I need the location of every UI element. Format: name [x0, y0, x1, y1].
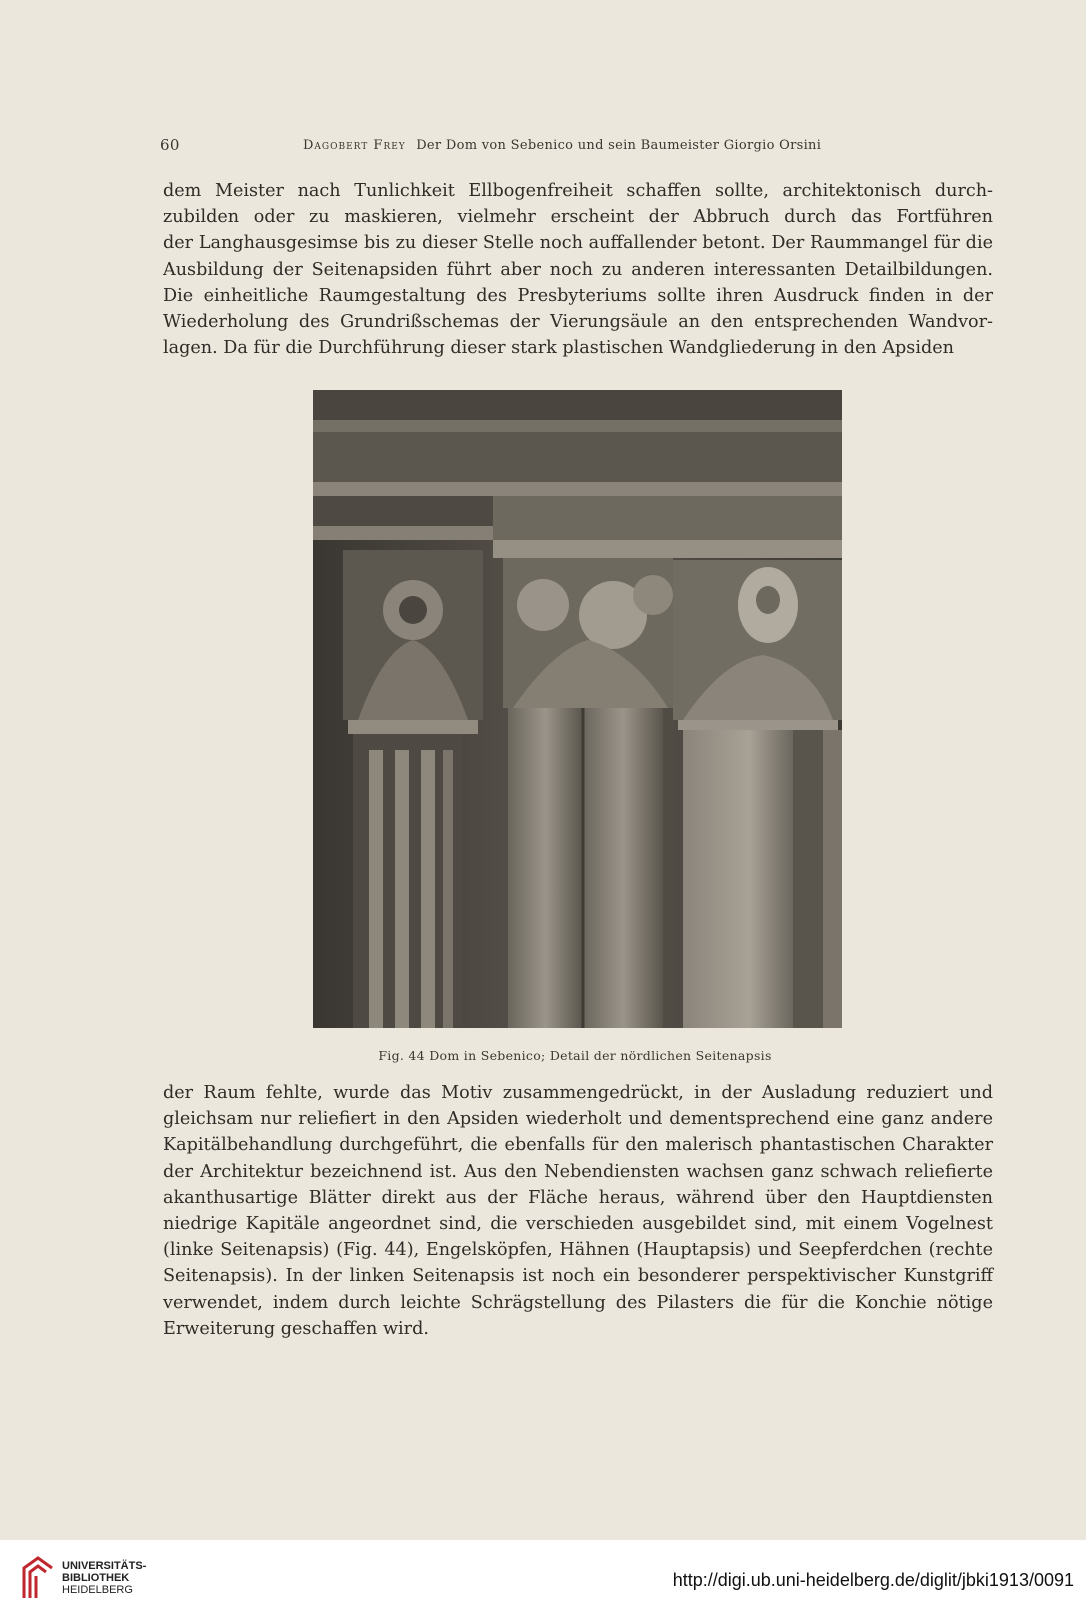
text-line: Die einheitliche Raumgestaltung des Presbyteriums sollte ihren Ausdruck finden in der: [163, 285, 993, 306]
library-logo-icon: [18, 1554, 58, 1604]
text-line: Ausbildung der Seitenapsiden führt aber noch zu anderen interessanten Detailbildungen.: [163, 259, 993, 280]
page-number: 60: [160, 136, 180, 154]
text-line: der Raum fehlte, wurde das Motiv zusammengedrückt, in der Ausladung reduziert und: [163, 1083, 993, 1103]
text-line: der Langhausgesimse bis zu dieser Stelle noch auffallender betont. Der Raummangel für die: [163, 233, 993, 254]
paragraph-2: [163, 1080, 993, 1342]
library-name-line: BIBLIOTHEK: [62, 1572, 130, 1584]
text-line: dem Meister nach Tunlichkeit Ellbogenfreiheit schaffen sollte, architektonisch durch-: [163, 181, 993, 201]
library-name-line: UNIVERSITÄTS-: [62, 1560, 147, 1572]
text-line: Wiederholung des Grundrißschemas der Vierungsäule an den entsprechenden Wandvor-: [163, 312, 993, 333]
header-title: Der Dom von Sebenico und sein Baumeister Giorgio Orsini: [416, 138, 822, 153]
text-line: Kapitälbehandlung durchgeführt, die ebenfalls für den malerisch phantastischen Charakter: [163, 1135, 993, 1156]
library-name-line: HEIDELBERG: [62, 1584, 133, 1596]
figure-caption: Fig. 44 Dom in Sebenico; Detail der nördlichen Seitenapsis: [378, 1048, 772, 1063]
text-line: der Architektur bezeichnend ist. Aus den Nebendiensten wachsen ganz schwach reliefierte: [163, 1161, 993, 1182]
text-line: niedrige Kapitäle angeordnet sind, die verschieden ausgebildet sind, mit einem Vogelnest: [163, 1214, 993, 1235]
text-line: akanthusartige Blätter direkt aus der Fläche heraus, während über den Hauptdiensten: [163, 1187, 993, 1208]
text-line: Erweiterung geschaffen wird.: [163, 1318, 429, 1339]
figure-photograph: [313, 390, 842, 1028]
text-line: zubilden oder zu maskieren, vielmehr erscheint der Abbruch durch das Fortführen: [163, 207, 993, 228]
digitization-footer: [0, 1540, 1086, 1617]
text-line: gleichsam nur reliefiert in den Apsiden wiederholt und dementsprechend eine ganz andere: [163, 1109, 993, 1130]
text-line: Seitenapsis). In der linken Seitenapsis ist noch ein besonderer perspektivischer Kunstgriff: [163, 1266, 993, 1287]
header-author: Dagobert Frey: [303, 138, 406, 153]
text-line: (linke Seitenapsis) (Fig. 44), Engelsköpfen, Hähnen (Hauptapsis) und Seepferdchen (rechte: [163, 1240, 993, 1261]
permalink-url[interactable]: http://digi.ub.uni-heidelberg.de/diglit/jbki1913/0091: [672, 1570, 1074, 1590]
header-title-line: [303, 138, 821, 153]
capital-photo-illustration: [313, 390, 842, 1028]
paragraph-1: [163, 178, 993, 361]
library-name: [62, 1560, 146, 1596]
text-line: verwendet, indem durch leichte Schrägstellung des Pilasters die für die Konchie nötige: [163, 1292, 993, 1313]
text-line: lagen. Da für die Durchführung dieser stark plastischen Wandgliederung in den Apsiden: [163, 338, 954, 359]
